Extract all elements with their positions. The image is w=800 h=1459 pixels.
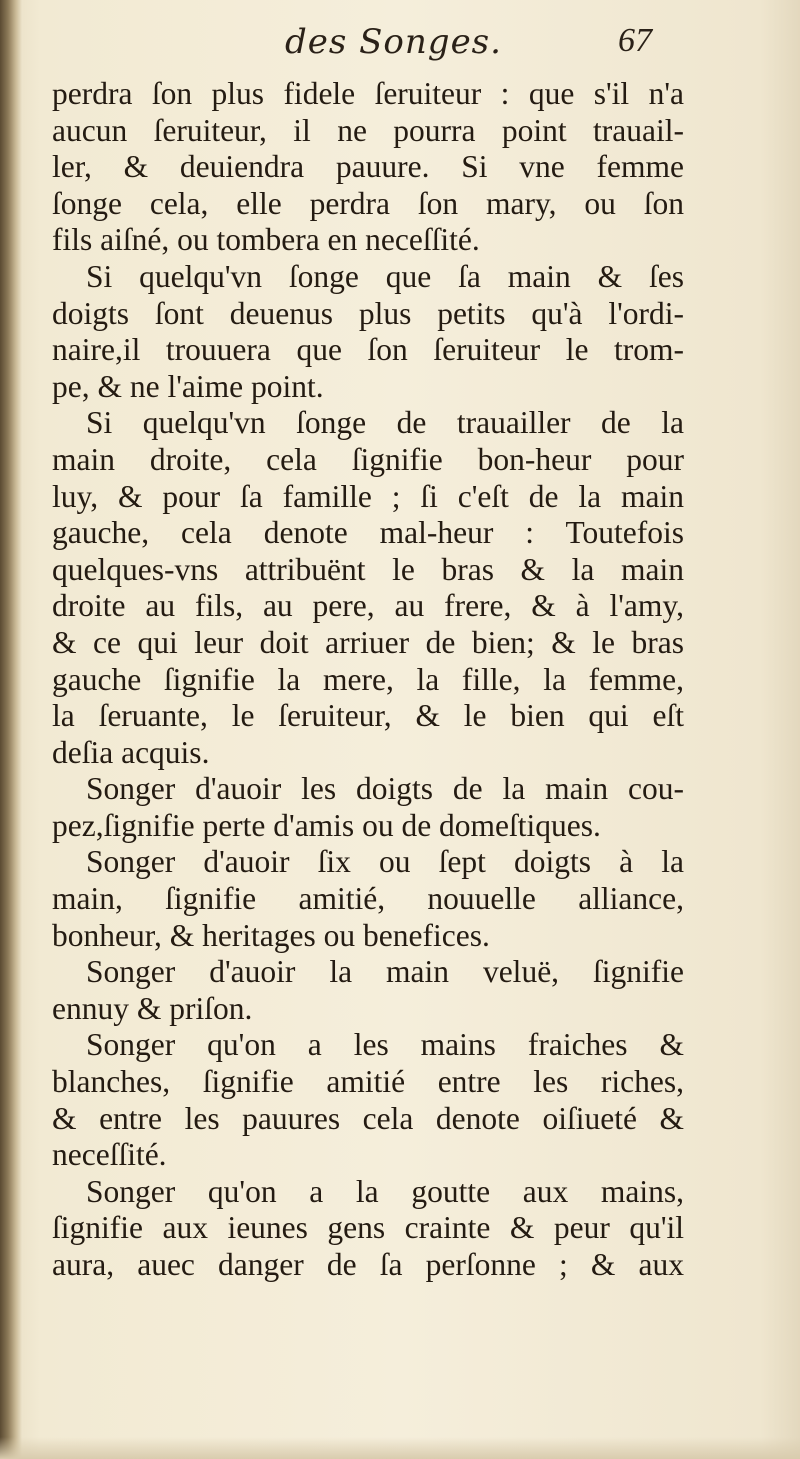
text-line: bonheur, & heritages ou benefices. bbox=[52, 917, 490, 953]
text-line: Songer qu'on a la goutte aux mains, bbox=[86, 1173, 684, 1209]
page-binding-shadow bbox=[0, 0, 22, 1459]
text-line: neceſſité. bbox=[52, 1137, 167, 1173]
text-line: aura, auec danger de ſa perſonne ; & aux bbox=[52, 1247, 684, 1282]
text-line: naire,il trouuera que ſon ſeruiteur le trom- bbox=[52, 332, 684, 368]
text-line: deſia acquis. bbox=[52, 734, 210, 770]
body-text bbox=[52, 76, 684, 1284]
text-line: Songer d'auoir ſix ou ſept doigts à la bbox=[86, 844, 684, 880]
text-line: Songer qu'on a les mains fraiches & bbox=[86, 1027, 684, 1063]
text-line: Si quelqu'vn ſonge que ſa main & ſes bbox=[86, 258, 684, 294]
page-bottom-edge bbox=[0, 1437, 800, 1459]
text-line: Songer d'auoir la main veluë, ſignifie bbox=[86, 954, 684, 990]
text-line: gauche ſignifie la mere, la fille, la femme, bbox=[52, 661, 684, 697]
text-line: doigts ſont deuenus plus petits qu'à l'ordi- bbox=[52, 295, 684, 331]
text-line: la ſeruante, le ſeruiteur, & le bien qui eſt bbox=[52, 698, 684, 734]
text-line: ler, & deuiendra pauure. Si vne femme bbox=[52, 149, 684, 185]
text-line: gauche, cela denote mal-heur : Toutefois bbox=[52, 515, 684, 551]
text-line: main, ſignifie amitié, nouuelle alliance, bbox=[52, 881, 684, 917]
text-line: aucun ſeruiteur, il ne pourra point trauail- bbox=[52, 112, 684, 148]
text-line: fils aiſné, ou tombera en neceſſité. bbox=[52, 222, 480, 258]
running-title: des Songes. bbox=[285, 22, 502, 62]
text-line: droite au fils, au pere, au frere, & à l'amy, bbox=[52, 588, 684, 624]
page-number: 67 bbox=[618, 22, 652, 59]
text-line: luy, & pour ſa famille ; ſi c'eſt de la main bbox=[52, 478, 684, 514]
page-header bbox=[0, 22, 800, 72]
text-line: pez,ſignifie perte d'amis ou de domeſtiques. bbox=[52, 807, 601, 843]
text-line: ſonge cela, elle perdra ſon mary, ou ſon bbox=[52, 185, 684, 221]
text-line: pe, & ne l'aime point. bbox=[52, 368, 324, 404]
text-line: & entre les pauures cela denote oiſiueté & bbox=[52, 1100, 684, 1136]
text-line: main droite, cela ſignifie bon-heur pour bbox=[52, 441, 684, 477]
text-line: blanches, ſignifie amitié entre les riches, bbox=[52, 1064, 684, 1100]
text-line: Songer d'auoir les doigts de la main cou- bbox=[86, 771, 684, 807]
text-line: & ce qui leur doit arriuer de bien; & le bras bbox=[52, 624, 684, 660]
text-line: Si quelqu'vn ſonge de trauailler de la bbox=[86, 405, 684, 441]
text-line: perdra ſon plus fidele ſeruiteur : que s'il n'a bbox=[52, 76, 684, 111]
text-line: quelques-vns attribuënt le bras & la main bbox=[52, 551, 684, 587]
text-line: ſignifie aux ieunes gens crainte & peur qu'il bbox=[52, 1210, 684, 1246]
text-line: ennuy & priſon. bbox=[52, 990, 253, 1026]
